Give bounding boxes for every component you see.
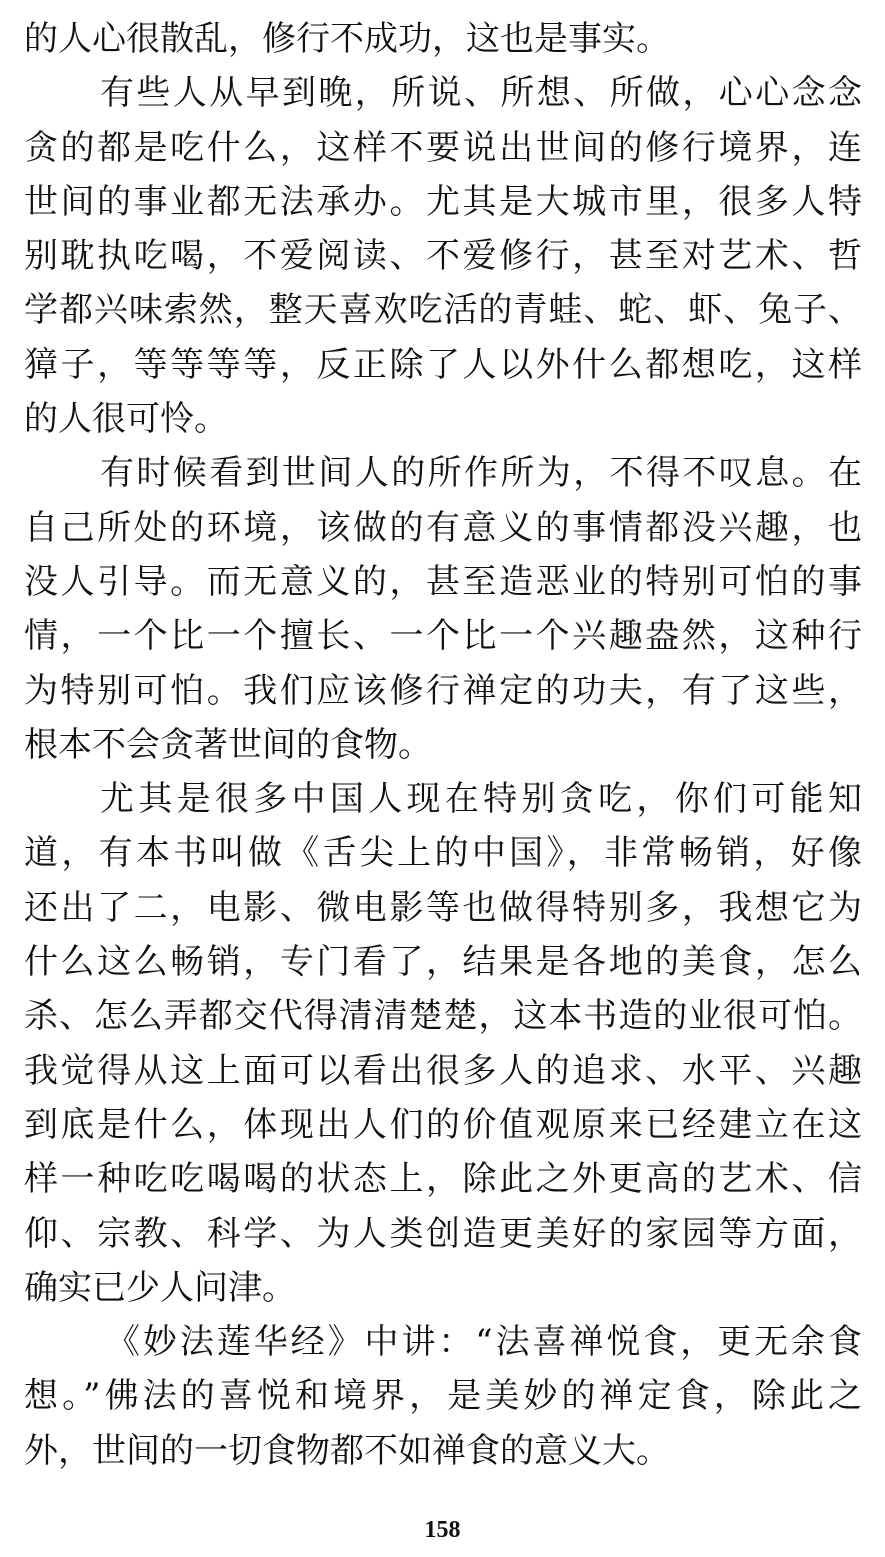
text-line: 的人很可怜。 — [24, 399, 228, 440]
text-line: 的人心很散乱，修行不成功，这也是事实。 — [24, 19, 670, 59]
page-number: 158 — [424, 1517, 461, 1543]
text-line: 为特别可怕。我们应该修行禅定的功夫，有了这些， — [24, 670, 862, 711]
text-line: 没人引导。而无意义的，甚至造恶业的特别可怕的事 — [24, 561, 862, 602]
text-line: 样一种吃吃喝喝的状态上，除此之外更高的艺术、信 — [24, 1159, 862, 1200]
paragraph-first-line: 有时候看到世间人的所作所为，不得不叹息。在 — [100, 453, 862, 494]
text-line: 獐子，等等等等，反正除了人以外什么都想吃，这样 — [24, 344, 862, 385]
text-line: 贪的都是吃什么，这样不要说出世间的修行境界，连 — [24, 127, 862, 168]
paragraph-first-line: 《妙法莲华经》中讲：“法喜禅悦食，更无余食 — [106, 1322, 862, 1363]
text-line: 别耽执吃喝，不爱阅读、不爱修行，甚至对艺术、哲 — [24, 236, 862, 277]
text-line: 根本不会贪著世间的食物。 — [24, 724, 432, 765]
body-text — [24, 12, 862, 1478]
text-line: 学都兴味索然，整天喜欢吃活的青蛙、蛇、虾、兔子、 — [24, 290, 862, 331]
text-line: 世间的事业都无法承办。尤其是大城市里，很多人特 — [24, 181, 862, 222]
text-line: 我觉得从这上面可以看出很多人的追求、水平、兴趣 — [24, 1050, 862, 1091]
text-line: 还出了二，电影、微电影等也做得特别多，我想它为 — [24, 887, 862, 928]
text-line: 想。”佛法的喜悦和境界，是美妙的禅定食，除此之 — [24, 1376, 862, 1417]
text-line: 仰、宗教、科学、为人类创造更美好的家园等方面， — [24, 1213, 862, 1254]
text-line: 什么这么畅销，专门看了，结果是各地的美食，怎么 — [24, 942, 862, 983]
text-line: 到底是什么，体现出人们的价值观原来已经建立在这 — [24, 1104, 862, 1145]
text-line: 道，有本书叫做《舌尖上的中国》，非常畅销，好像 — [24, 833, 862, 874]
text-line: 自己所处的环境，该做的有意义的事情都没兴趣，也 — [24, 507, 862, 548]
paragraph-first-line: 有些人从早到晚，所说、所想、所做，心心念念 — [100, 73, 862, 114]
text-line: 情，一个比一个擅长、一个比一个兴趣盎然，这种行 — [24, 616, 862, 657]
text-line: 杀、怎么弄都交代得清清楚楚，这本书造的业很可怕。 — [24, 996, 862, 1037]
text-line: 确实已少人问津。 — [24, 1267, 296, 1308]
text-line: 外，世间的一切食物都不如禅食的意义大。 — [24, 1430, 670, 1471]
paragraph-first-line: 尤其是很多中国人现在特别贪吃，你们可能知 — [100, 779, 862, 820]
